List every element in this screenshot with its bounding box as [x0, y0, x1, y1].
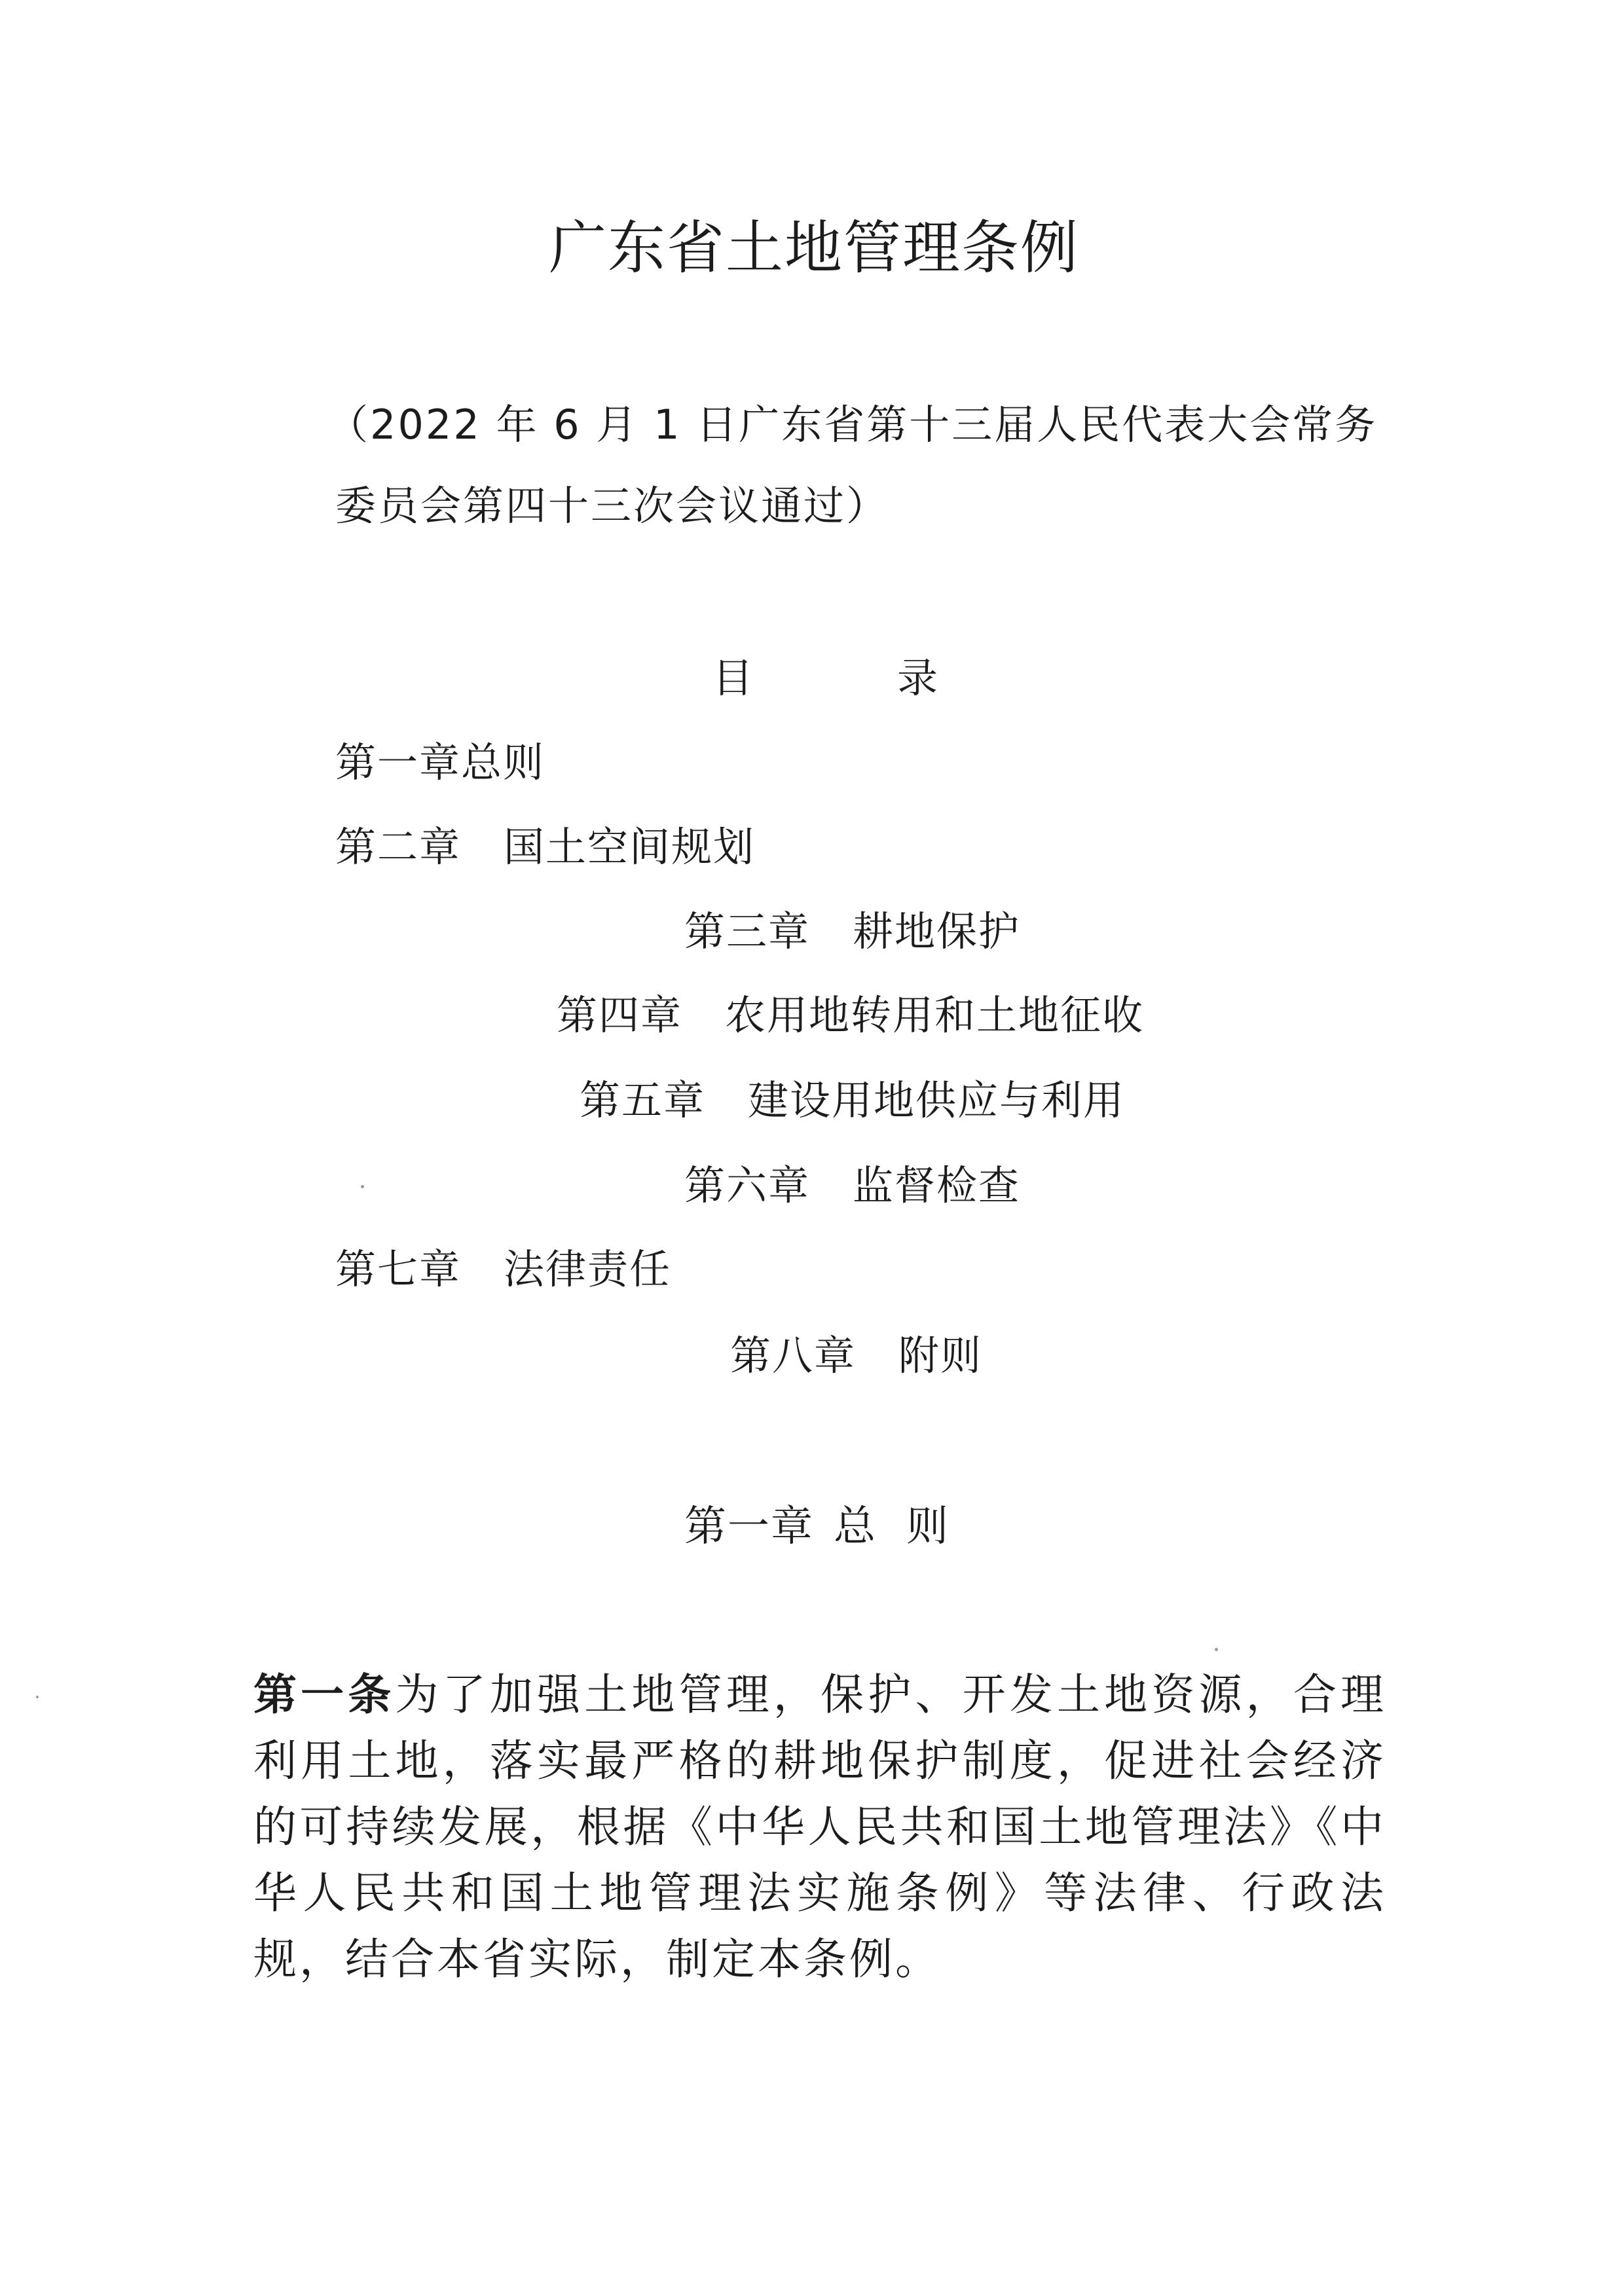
- toc-chapter-number: 第一章: [335, 738, 462, 786]
- toc-chapter-title: 耕地保护: [853, 907, 1021, 955]
- toc-chapter-number: 第五章: [580, 1076, 706, 1124]
- scan-speck: [36, 1696, 39, 1698]
- toc-heading: [712, 654, 938, 702]
- toc-chapter-number: 第七章: [335, 1245, 462, 1293]
- toc-item-chapter-6: [684, 1161, 1021, 1209]
- article-1-paragraph: [253, 1662, 1386, 1992]
- toc-item-chapter-1: [335, 738, 545, 786]
- toc-heading-left: 目: [712, 654, 754, 702]
- scan-speck: [361, 1185, 364, 1188]
- adoption-note-line-2: 委员会第四十三次会议通过）: [335, 482, 889, 530]
- toc-chapter-number: 第四章: [557, 991, 683, 1039]
- article-1-label: 第一条: [253, 1669, 396, 1720]
- toc-chapter-title: 监督检查: [853, 1161, 1021, 1209]
- document-title: 广东省土地管理条例: [549, 214, 1080, 282]
- toc-chapter-number: 第六章: [684, 1161, 811, 1209]
- toc-heading-right: 录: [897, 654, 938, 702]
- toc-chapter-number: 第三章: [684, 907, 811, 955]
- chapter-1-heading: [684, 1503, 950, 1551]
- toc-item-chapter-8: [730, 1332, 983, 1379]
- toc-chapter-title: 附则: [898, 1332, 983, 1379]
- toc-item-chapter-3: [684, 907, 1021, 955]
- toc-chapter-title: 法律责任: [504, 1245, 672, 1293]
- toc-item-chapter-4: [557, 991, 1145, 1039]
- chapter-title-part-1: 总: [834, 1503, 877, 1551]
- scan-speck: [1215, 1648, 1218, 1651]
- toc-chapter-number: 第八章: [730, 1332, 857, 1379]
- article-1-text: 为了加强土地管理，保护、开发土地资源，合理利用土地，落实最严格的耕地保护制度，促进社会经济的可持续发展，根据《中华人民共和国土地管理法》《中华人民共和国土地管理法实施条例》等法律、行政法规，结合本省实际，制定本条例。: [253, 1669, 1387, 1984]
- chapter-title-part-2: 则: [906, 1503, 950, 1551]
- toc-chapter-title: 农用地转用和土地征收: [725, 991, 1145, 1039]
- toc-chapter-number: 第二章: [335, 823, 462, 871]
- toc-item-chapter-5: [580, 1076, 1126, 1124]
- chapter-number: 第一章: [684, 1503, 814, 1551]
- adoption-note-line-1: （2022 年 6 月 1 日广东省第十三届人民代表大会常务: [327, 401, 1378, 448]
- toc-chapter-title: 国土空间规划: [504, 823, 756, 871]
- toc-chapter-title: 建设用地供应与利用: [748, 1076, 1126, 1124]
- toc-item-chapter-7: [335, 1245, 672, 1293]
- toc-item-chapter-2: [335, 823, 756, 871]
- toc-chapter-title: 总则: [461, 738, 545, 786]
